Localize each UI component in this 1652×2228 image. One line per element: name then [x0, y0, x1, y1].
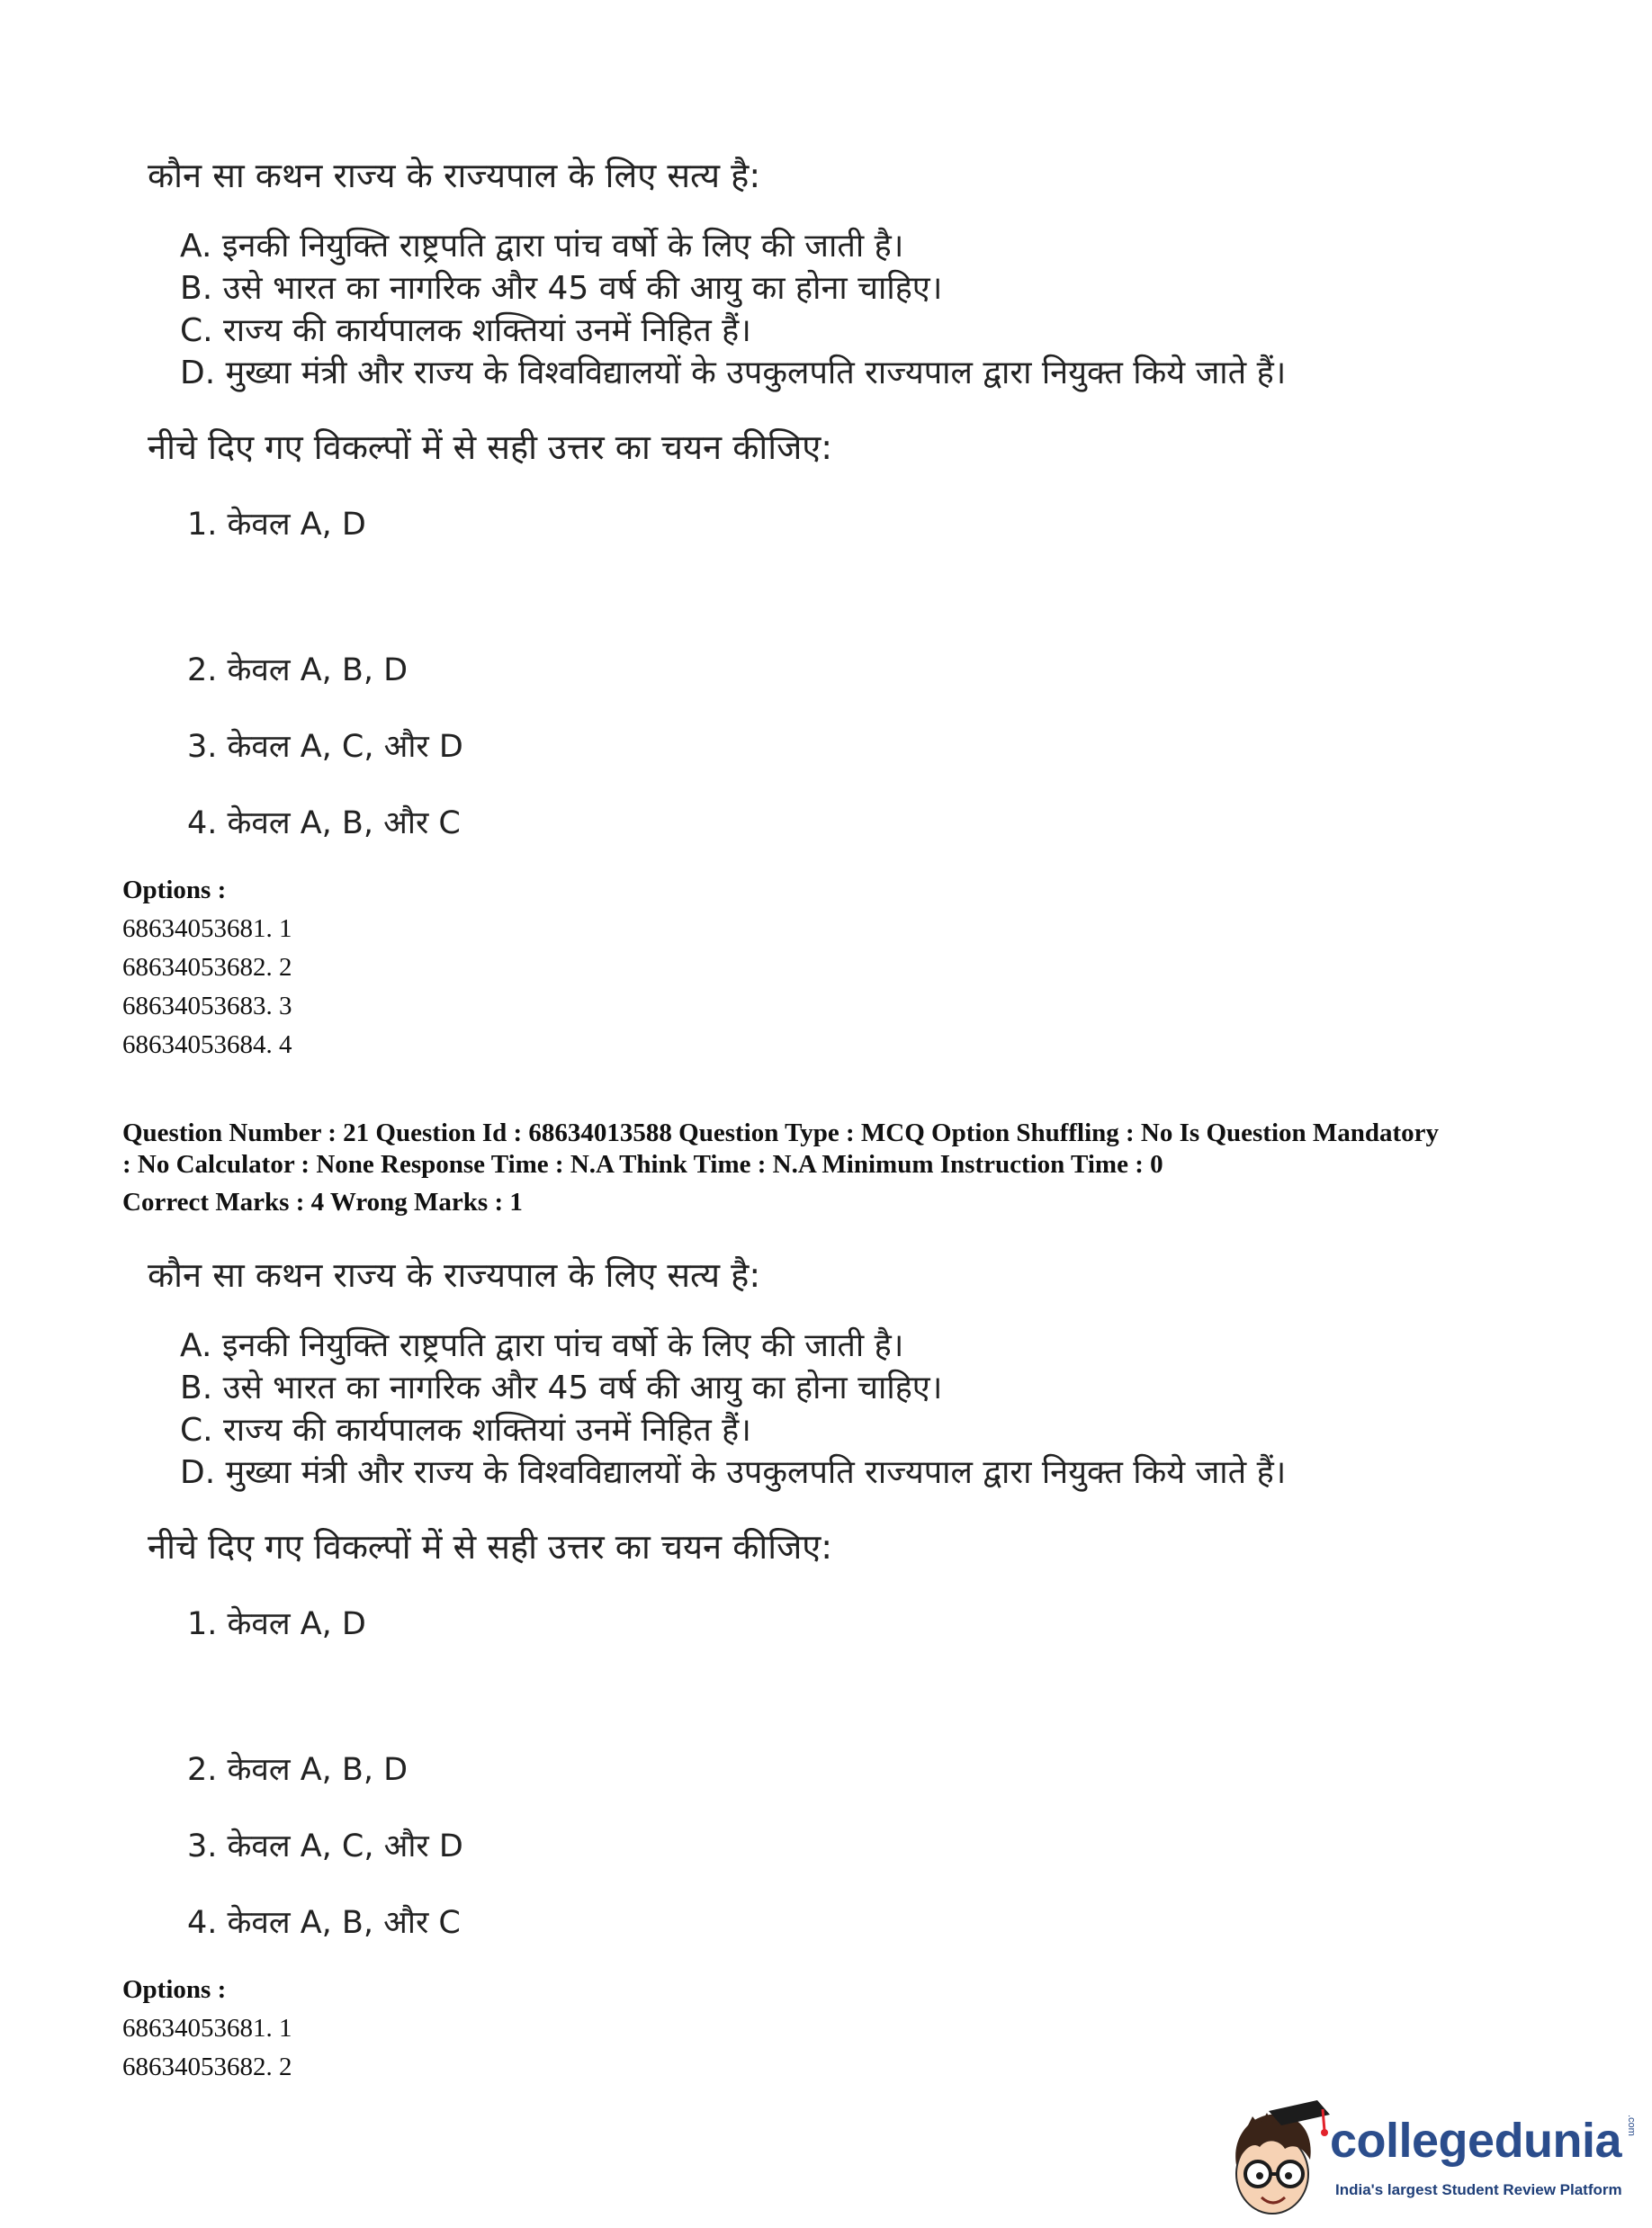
choice-3: 3. केवल A, C, और D — [187, 1828, 463, 1864]
instruction-text: नीचे दिए गए विकल्पों में से सही उत्तर का चयन कीजिए: — [148, 1527, 833, 1567]
statement-d: D. मुख्या मंत्री और राज्य के विश्वविद्यालयों के उपकुलपति राज्यपाल द्वारा नियुक्त किये जाते हैं। — [180, 1454, 1287, 1491]
choice-2: 2. केवल A, B, D — [187, 652, 409, 688]
option-id-4: 68634053684. 4 — [122, 1030, 292, 1059]
brand-tagline: India's largest Student Review Platform — [1335, 2181, 1622, 2198]
option-id-1: 68634053681. 1 — [122, 2014, 292, 2043]
statement-d: D. मुख्या मंत्री और राज्य के विश्वविद्यालयों के उपकुलपति राज्यपाल द्वारा नियुक्त किये जाते हैं। — [180, 355, 1287, 391]
statement-c: C. राज्य की कार्यपालक शक्तियां उनमें निहित हैं। — [180, 1412, 751, 1449]
choice-3: 3. केवल A, C, और D — [187, 729, 463, 765]
option-id-3: 68634053683. 3 — [122, 992, 292, 1020]
meta-line-1: Question Number : 21 Question Id : 68634013588 Question Type : MCQ Option Shuffling : No Is Question Mandatory — [122, 1118, 1440, 1147]
mascot-icon — [1217, 2095, 1333, 2221]
meta-marks: Correct Marks : 4 Wrong Marks : 1 — [122, 1188, 523, 1217]
option-id-2: 68634053682. 2 — [122, 2053, 292, 2081]
statement-a: A. इनकी नियुक्ति राष्ट्रपति द्वारा पांच वर्षो के लिए की जाती है। — [180, 1327, 904, 1364]
options-label: Options : — [122, 1975, 227, 2004]
choice-4: 4. केवल A, B, और C — [187, 1905, 461, 1941]
brand-name: collegedunia — [1330, 2114, 1622, 2168]
statement-a: A. इनकी नियुक्ति राष्ट्रपति द्वारा पांच वर्षो के लिए की जाती है। — [180, 228, 904, 265]
choice-2: 2. केवल A, B, D — [187, 1752, 409, 1788]
option-id-2: 68634053682. 2 — [122, 953, 292, 982]
statement-b: B. उसे भारत का नागरिक और 45 वर्ष की आयु का होना चाहिए। — [180, 1370, 943, 1406]
question-meta — [122, 1118, 1562, 1218]
brand-logo — [1217, 2095, 1639, 2221]
choice-4: 4. केवल A, B, और C — [187, 805, 461, 841]
choice-1: 1. केवल A, D — [187, 507, 366, 543]
options-label: Options : — [122, 876, 227, 904]
statement-c: C. राज्य की कार्यपालक शक्तियां उनमें निहित हैं। — [180, 312, 751, 349]
option-id-1: 68634053681. 1 — [122, 914, 292, 943]
question-text: कौन सा कथन राज्य के राज्यपाल के लिए सत्य है: — [148, 156, 761, 195]
brand-domain-suffix: .com — [1626, 2115, 1637, 2136]
statement-b: B. उसे भारत का नागरिक और 45 वर्ष की आयु का होना चाहिए। — [180, 270, 943, 307]
meta-line-2: : No Calculator : None Response Time : N.A Think Time : N.A Minimum Instruction Time : 0 — [122, 1150, 1163, 1179]
instruction-text: नीचे दिए गए विकल्पों में से सही उत्तर का चयन कीजिए: — [148, 427, 833, 467]
choice-1: 1. केवल A, D — [187, 1606, 366, 1642]
question-text: कौन सा कथन राज्य के राज्यपाल के लिए सत्य है: — [148, 1255, 761, 1295]
